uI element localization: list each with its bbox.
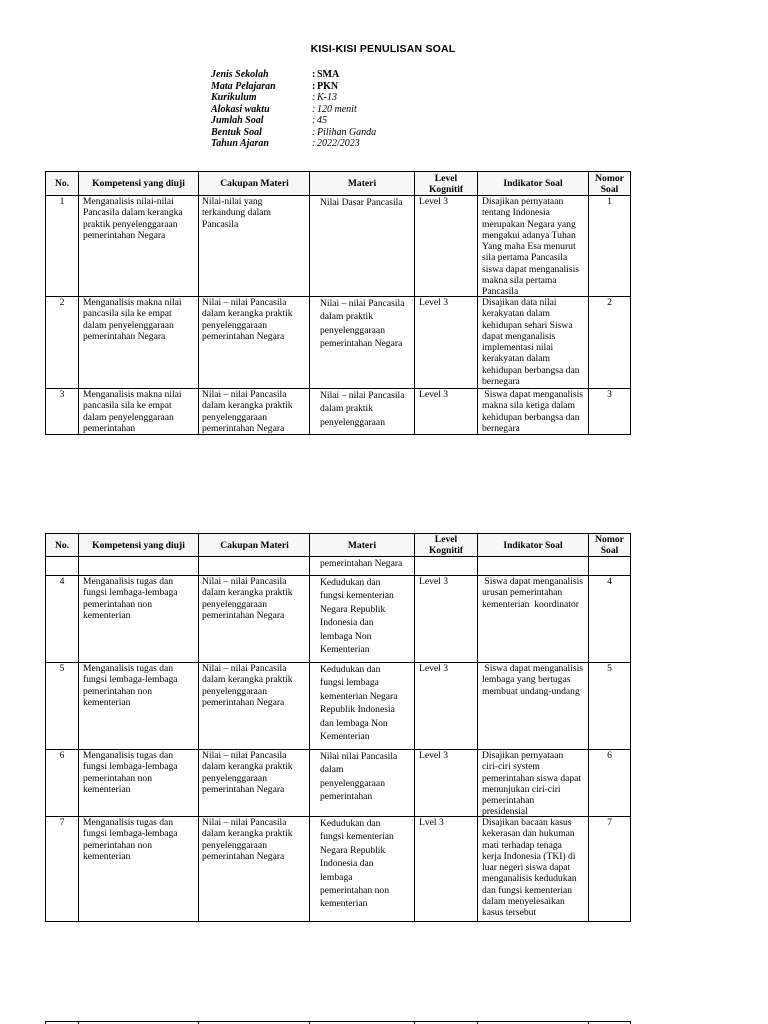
meta-label: Jenis Sekolah [211, 69, 269, 80]
meta-separator: : [312, 138, 316, 149]
cell-cakupan-materi: Nilai – nilai Pancasila dalam kerangka praktik penyelenggaraan pemerintahan Negara [199, 817, 310, 922]
cell-materi: Nilai – nilai Pancasila dalam praktik penyelenggaraan pemerintahan Negara [310, 297, 415, 389]
cell-materi: pemerintahan Negara [310, 557, 415, 576]
table-header-row [45, 534, 631, 557]
meta-row-tahun-ajaran [211, 138, 376, 150]
meta-label: Kurikulum [211, 92, 257, 103]
meta-row-jenis-sekolah [211, 69, 376, 81]
cell-nomor-soal: 7 [589, 817, 631, 922]
cell-no: 7 [45, 817, 79, 922]
header-materi: Materi [310, 534, 415, 557]
cell-level-kognitif: Lvel 3 [415, 817, 478, 922]
kisi-kisi-table-2 [45, 533, 631, 922]
cell-no: 1 [45, 196, 79, 297]
meta-row-alokasi-waktu [211, 104, 376, 116]
cell-level-kognitif [415, 557, 478, 576]
meta-label: Jumlah Soal [211, 115, 264, 126]
meta-row-kurikulum [211, 92, 376, 104]
header-no: No. [45, 534, 79, 557]
table-header-row [45, 172, 631, 196]
cell-nomor-soal: 2 [589, 297, 631, 389]
meta-value: 120 menit [317, 103, 357, 115]
header-materi: Materi [310, 172, 415, 196]
cell-no: 6 [45, 750, 79, 817]
header-kompetensi: Kompetensi yang diuji [79, 172, 199, 196]
cell-level-kognitif: Level 3 [415, 297, 478, 389]
cell-nomor-soal: 1 [589, 196, 631, 297]
meta-label: Mata Pelajaran [211, 80, 276, 92]
meta-separator: : [312, 80, 316, 92]
meta-value: K-13 [317, 92, 337, 103]
cell-materi: Kedudukan dan fungsi kementerian Negara Republik Indonesia dan lembaga Non Kementerian [310, 576, 415, 663]
cell-kompetensi: Menganalisis tugas dan fungsi lembaga-lembaga pemerintahan non kementerian [79, 663, 199, 750]
table-row [45, 750, 631, 817]
cell-level-kognitif: Level 3 [415, 750, 478, 817]
cell-no: 2 [45, 297, 79, 389]
meta-value: PKN [317, 80, 339, 92]
meta-separator: : [312, 103, 316, 115]
header-nomor-soal: Nomor Soal [589, 172, 631, 196]
cell-cakupan-materi: Nilai-nilai yang terkandung dalam Pancasila [199, 196, 310, 297]
cell-materi: Nilai – nilai Pancasila dalam praktik penyelenggaraan [310, 389, 415, 435]
cell-cakupan-materi [199, 557, 310, 576]
cell-nomor-soal: 6 [589, 750, 631, 817]
cell-no [45, 557, 79, 576]
meta-separator: : [312, 92, 316, 103]
cell-kompetensi: Menganalisis makna nilai pancasila sila ke empat dalam penyelenggaraan pemerintahan [79, 389, 199, 435]
cell-materi: Nilai nilai Pancasila dalam penyelenggaraan pemerintahan [310, 750, 415, 817]
cell-kompetensi: Menganalisis tugas dan fungsi lembaga-lembaga pemerintahan non kementerian [79, 576, 199, 663]
cell-kompetensi: Menganalisis tugas dan fungsi lembaga-lembaga pemerintahan non kementerian [79, 750, 199, 817]
meta-label: Tahun Ajaran [211, 138, 269, 149]
cell-cakupan-materi: Nilai – nilai Pancasila dalam kerangka praktik penyelenggaraan pemerintahan Negara [199, 576, 310, 663]
header-indikator-soal: Indikator Soal [478, 534, 589, 557]
header-indikator-soal: Indikator Soal [478, 172, 589, 196]
kisi-kisi-table-1 [45, 171, 631, 435]
cell-no: 5 [45, 663, 79, 750]
cell-nomor-soal: 5 [589, 663, 631, 750]
table-row [45, 663, 631, 750]
meta-separator: : [312, 115, 316, 126]
cell-materi: Kedudukan dan fungsi kementerian Negara Republik Indonesia dan lembaga pemerintahan non kementerian [310, 817, 415, 922]
cell-cakupan-materi: Nilai – nilai Pancasila dalam kerangka praktik penyelenggaraan pemerintahan Negara [199, 297, 310, 389]
header-no: No. [45, 172, 79, 196]
cell-materi: Kedudukan dan fungsi lembaga kementerian Negara Republik Indonesia dan lembaga Non Kementerian [310, 663, 415, 750]
cell-level-kognitif: Level 3 [415, 196, 478, 297]
cell-nomor-soal: 3 [589, 389, 631, 435]
cell-indikator-soal: Siswa dapat menganalisis makna sila ketiga dalam kehidupan berbangsa dan bernegara [478, 389, 589, 435]
meta-separator: : [312, 69, 316, 80]
document-title: KISI-KISI PENULISAN SOAL [310, 43, 456, 55]
header-level-kognitif: Level Kognitif [415, 172, 478, 196]
cell-indikator-soal: Disajikan data nilai kerakyatan dalam kehidupan sehari Siswa dapat menganalisis implementasi nilai kerakyatan dalam kehidupan berbangsa dan bernegara [478, 297, 589, 389]
meta-separator: : [312, 126, 316, 138]
cell-no: 3 [45, 389, 79, 435]
cell-kompetensi [79, 557, 199, 576]
meta-row-bentuk-soal [211, 127, 376, 139]
cell-nomor-soal [589, 557, 631, 576]
header-cakupan-materi: Cakupan Materi [199, 534, 310, 557]
cell-level-kognitif: Level 3 [415, 389, 478, 435]
cell-indikator-soal: Disajikan pernyataan ciri-ciri system pemerintahan siswa dapat menunjukan ciri-ciri pemerintahan presidensial [478, 750, 589, 817]
table-row [45, 817, 631, 922]
meta-value: 45 [317, 115, 327, 126]
table-continuation-row [45, 557, 631, 576]
cell-level-kognitif: Level 3 [415, 576, 478, 663]
cell-cakupan-materi: Nilai – nilai Pancasila dalam kerangka praktik penyelenggaraan pemerintahan Negara [199, 663, 310, 750]
header-nomor-soal: Nomor Soal [589, 534, 631, 557]
meta-row-jumlah-soal [211, 115, 376, 127]
table-row [45, 297, 631, 389]
cell-kompetensi: Menganalisis tugas dan fungsi lembaga-lembaga pemerintahan non kementerian [79, 817, 199, 922]
meta-label: Bentuk Soal [211, 126, 262, 138]
cell-indikator-soal: Siswa dapat menganalisis lembaga yang bertugas membuat undang-undang [478, 663, 589, 750]
cell-kompetensi: Menganalisis makna nilai pancasila sila ke empat dalam penyelenggaraan pemerintahan Negara [79, 297, 199, 389]
cell-indikator-soal: Siswa dapat menganalisis urusan pemerintahan kementerian koordinator [478, 576, 589, 663]
meta-row-mata-pelajaran [211, 81, 376, 93]
cell-cakupan-materi: Nilai – nilai Pancasila dalam kerangka praktik penyelenggaraan pemerintahan Negara [199, 750, 310, 817]
table-row [45, 576, 631, 663]
header-cakupan-materi: Cakupan Materi [199, 172, 310, 196]
table-row [45, 389, 631, 435]
meta-value: Pilihan Ganda [317, 126, 377, 138]
cell-nomor-soal: 4 [589, 576, 631, 663]
meta-value: 2022/2023 [317, 138, 360, 149]
cell-indikator-soal [478, 557, 589, 576]
cell-no: 4 [45, 576, 79, 663]
table-row [45, 196, 631, 297]
meta-value: SMA [317, 69, 340, 80]
cell-cakupan-materi: Nilai – nilai Pancasila dalam kerangka praktik penyelenggaraan pemerintahan Negara [199, 389, 310, 435]
document-meta [211, 69, 376, 150]
cell-kompetensi: Menganalisis nilai-nilai Pancasila dalam kerangka praktik penyelenggaraan pemerintahan Negara [79, 196, 199, 297]
cell-indikator-soal: Disajikan bacaan kasus kekerasan dan hukuman mati terhadap tenaga kerja Indonesia (TKI) di luar negeri siswa dapat menganalisis kedudukan dan fungsi kementerian dalam menyelesaikan kasus tersebut [478, 817, 589, 922]
header-kompetensi: Kompetensi yang diuji [79, 534, 199, 557]
cell-indikator-soal: Disajikan pernyataan tentang Indonesia merupakan Negara yang mengakui adanya Tuhan Yang maha Esa menurut sila pertama Pancasila siswa dapat menganalisis makna sila pertama Pancasila [478, 196, 589, 297]
header-level-kognitif: Level Kognitif [415, 534, 478, 557]
cell-materi: Nilai Dasar Pancasila [310, 196, 415, 297]
cell-level-kognitif: Level 3 [415, 663, 478, 750]
meta-label: Alokasi waktu [211, 103, 270, 115]
